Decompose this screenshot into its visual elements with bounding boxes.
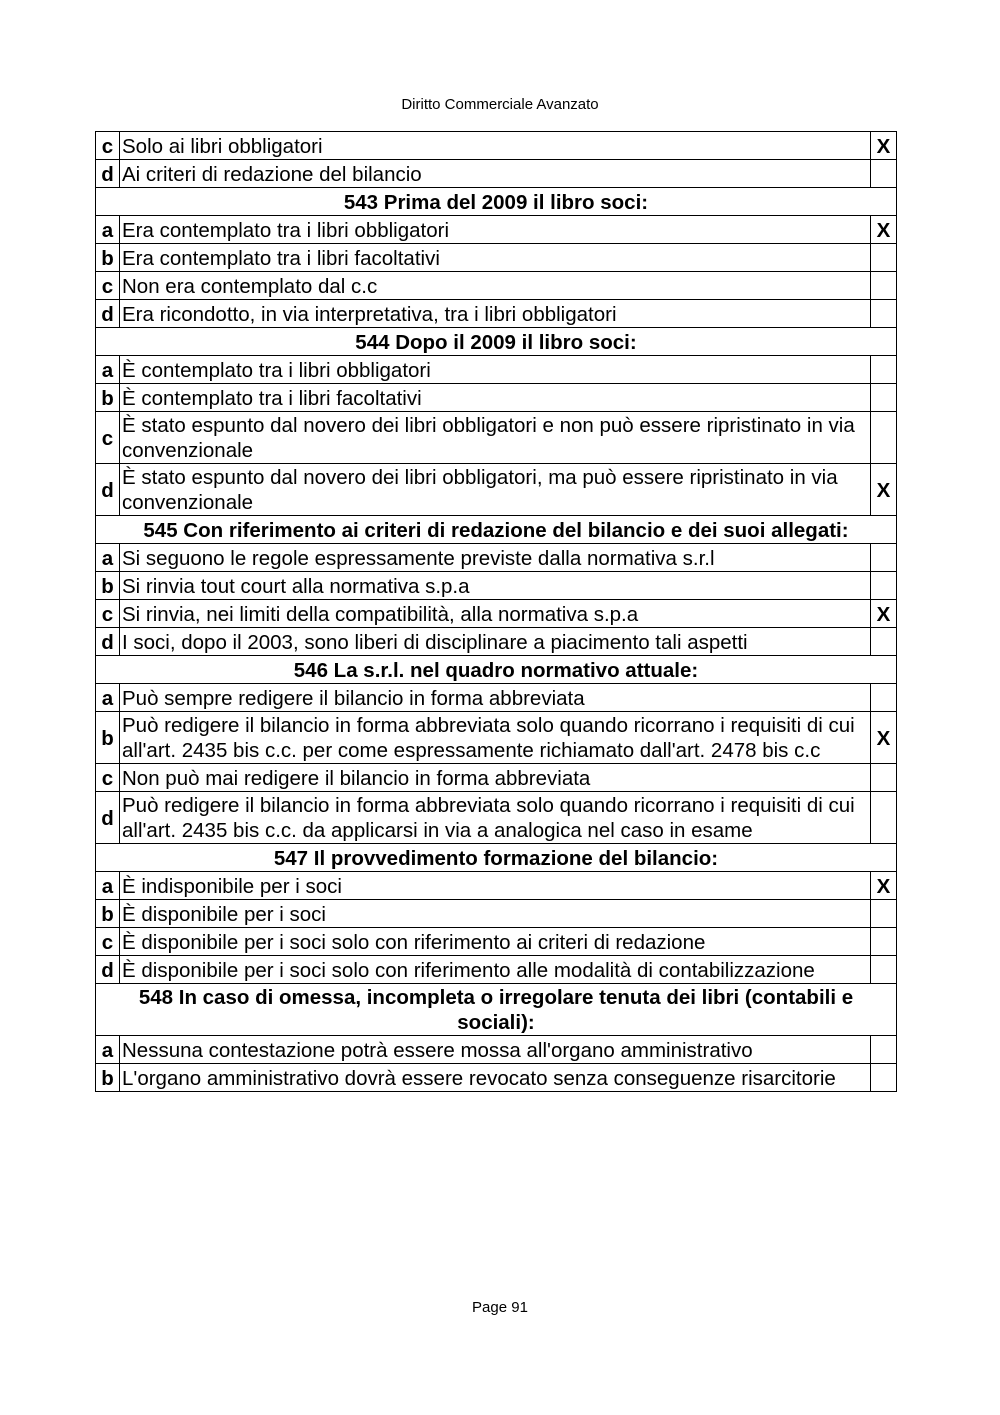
answer-row [96,684,897,712]
answer-row [96,712,897,764]
question-text: 548 In caso di omessa, incompleta o irregolare tenuta dei libri (contabili e sociali): [96,984,897,1036]
answer-letter: a [96,216,120,244]
answer-text: I soci, dopo il 2003, sono liberi di disciplinare a piacimento tali aspetti [120,628,871,656]
answer-text: Era ricondotto, in via interpretativa, tra i libri obbligatori [120,300,871,328]
correct-answer-mark [871,356,897,384]
answer-letter: c [96,412,120,464]
question-text: 546 La s.r.l. nel quadro normativo attuale: [96,656,897,684]
correct-answer-mark: X [871,712,897,764]
answer-text: Solo ai libri obbligatori [120,132,871,160]
question-row [96,328,897,356]
answer-text: È indisponibile per i soci [120,872,871,900]
answer-letter: b [96,244,120,272]
answer-letter: a [96,544,120,572]
answer-row [96,356,897,384]
answer-row [96,244,897,272]
answer-row [96,792,897,844]
answer-row [96,160,897,188]
question-text: 544 Dopo il 2009 il libro soci: [96,328,897,356]
correct-answer-mark: X [871,216,897,244]
quiz-table-body [96,132,897,1092]
question-row [96,656,897,684]
answer-text: È stato espunto dal novero dei libri obbligatori e non può essere ripristinato in via convenzionale [120,412,871,464]
answer-letter: c [96,928,120,956]
question-text: 543 Prima del 2009 il libro soci: [96,188,897,216]
answer-row [96,464,897,516]
correct-answer-mark [871,572,897,600]
answer-letter: c [96,132,120,160]
answer-text: L'organo amministrativo dovrà essere revocato senza conseguenze risarcitorie [120,1064,871,1092]
answer-row [96,764,897,792]
answer-text: È contemplato tra i libri obbligatori [120,356,871,384]
question-row [96,188,897,216]
answer-letter: d [96,628,120,656]
correct-answer-mark [871,300,897,328]
answer-letter: a [96,1036,120,1064]
answer-row [96,956,897,984]
answer-row [96,216,897,244]
answer-row [96,1064,897,1092]
answer-text: Non era contemplato dal c.c [120,272,871,300]
answer-row [96,600,897,628]
correct-answer-mark [871,928,897,956]
correct-answer-mark [871,412,897,464]
correct-answer-mark [871,244,897,272]
page-header: Diritto Commerciale Avanzato [401,96,599,113]
answer-text: Si rinvia, nei limiti della compatibilità, alla normativa s.p.a [120,600,871,628]
answer-text: Può redigere il bilancio in forma abbreviata solo quando ricorrano i requisiti di cui all'art. 2435 bis c.c. per come espressamente richiamato dall'art. 2478 bis c.c [120,712,871,764]
correct-answer-mark: X [871,600,897,628]
correct-answer-mark [871,764,897,792]
answer-letter: c [96,600,120,628]
correct-answer-mark [871,684,897,712]
correct-answer-mark [871,900,897,928]
answer-letter: b [96,572,120,600]
answer-row [96,300,897,328]
answer-letter: b [96,1064,120,1092]
question-row [96,984,897,1036]
quiz-table [95,131,897,1092]
answer-row [96,928,897,956]
answer-letter: b [96,384,120,412]
correct-answer-mark: X [871,132,897,160]
answer-text: Ai criteri di redazione del bilancio [120,160,871,188]
answer-letter: b [96,900,120,928]
answer-letter: d [96,300,120,328]
answer-row [96,544,897,572]
answer-letter: c [96,272,120,300]
answer-letter: d [96,792,120,844]
answer-letter: b [96,712,120,764]
answer-letter: d [96,464,120,516]
answer-text: È contemplato tra i libri facoltativi [120,384,871,412]
answer-row [96,872,897,900]
answer-row [96,384,897,412]
page-number: Page 91 [472,1299,528,1316]
answer-letter: a [96,684,120,712]
answer-row [96,628,897,656]
answer-row [96,572,897,600]
answer-letter: d [96,160,120,188]
answer-row [96,1036,897,1064]
answer-text: È disponibile per i soci solo con riferimento ai criteri di redazione [120,928,871,956]
answer-text: Si seguono le regole espressamente previste dalla normativa s.r.l [120,544,871,572]
answer-letter: a [96,356,120,384]
answer-letter: a [96,872,120,900]
question-row [96,516,897,544]
correct-answer-mark: X [871,872,897,900]
correct-answer-mark: X [871,464,897,516]
question-text: 545 Con riferimento ai criteri di redazione del bilancio e dei suoi allegati: [96,516,897,544]
answer-text: Può sempre redigere il bilancio in forma abbreviata [120,684,871,712]
answer-text: Era contemplato tra i libri obbligatori [120,216,871,244]
correct-answer-mark [871,544,897,572]
correct-answer-mark [871,628,897,656]
correct-answer-mark [871,1036,897,1064]
correct-answer-mark [871,160,897,188]
answer-letter: d [96,956,120,984]
answer-text: È disponibile per i soci solo con riferimento alle modalità di contabilizzazione [120,956,871,984]
question-row [96,844,897,872]
correct-answer-mark [871,1064,897,1092]
answer-text: Si rinvia tout court alla normativa s.p.a [120,572,871,600]
correct-answer-mark [871,384,897,412]
answer-letter: c [96,764,120,792]
answer-text: Non può mai redigere il bilancio in forma abbreviata [120,764,871,792]
answer-row [96,412,897,464]
correct-answer-mark [871,272,897,300]
answer-row [96,900,897,928]
answer-text: Può redigere il bilancio in forma abbreviata solo quando ricorrano i requisiti di cui all'art. 2435 bis c.c. da applicarsi in via a analogica nel caso in esame [120,792,871,844]
answer-row [96,272,897,300]
correct-answer-mark [871,956,897,984]
answer-text: Era contemplato tra i libri facoltativi [120,244,871,272]
answer-text: È stato espunto dal novero dei libri obbligatori, ma può essere ripristinato in via convenzionale [120,464,871,516]
answer-row [96,132,897,160]
question-text: 547 Il provvedimento formazione del bilancio: [96,844,897,872]
answer-text: Nessuna contestazione potrà essere mossa all'organo amministrativo [120,1036,871,1064]
correct-answer-mark [871,792,897,844]
answer-text: È disponibile per i soci [120,900,871,928]
